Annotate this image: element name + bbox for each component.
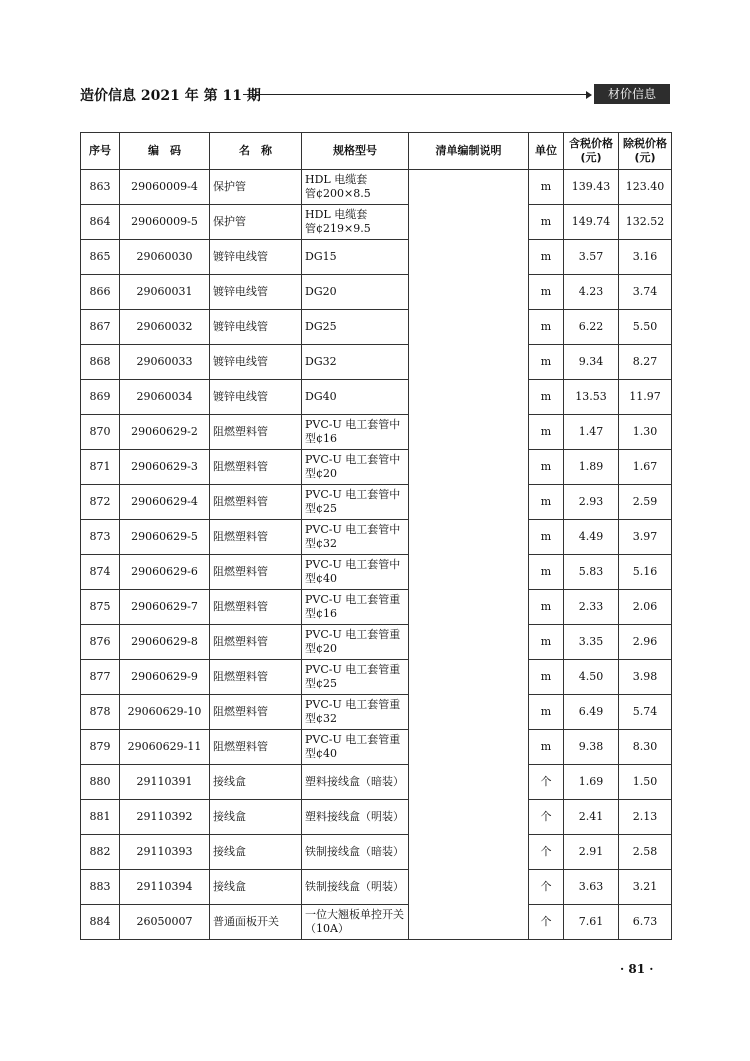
table-row xyxy=(81,625,672,660)
cell-code: 29060034 xyxy=(120,380,210,415)
cell-seq: 884 xyxy=(81,905,120,940)
publication-title: 造价信息 2021 年 第 11 期 xyxy=(80,88,261,104)
cell-seq: 880 xyxy=(81,765,120,800)
cell-unit: m xyxy=(529,170,564,205)
cell-name: 接线盒 xyxy=(210,835,302,870)
table-row xyxy=(81,450,672,485)
cell-name: 接线盒 xyxy=(210,870,302,905)
cell-spec: DG32 xyxy=(302,345,409,380)
table-row xyxy=(81,800,672,835)
cell-tax-incl: 5.83 xyxy=(564,555,619,590)
cell-tax-incl: 149.74 xyxy=(564,205,619,240)
cell-spec: PVC-U 电工套管重型¢32 xyxy=(302,695,409,730)
cell-tax-excl: 8.30 xyxy=(619,730,672,765)
table-row xyxy=(81,380,672,415)
table-row xyxy=(81,695,672,730)
cell-spec: PVC-U 电工套管重型¢20 xyxy=(302,625,409,660)
cell-code: 29060009-4 xyxy=(120,170,210,205)
cell-tax-excl: 1.50 xyxy=(619,765,672,800)
cell-unit: m xyxy=(529,625,564,660)
cell-seq: 879 xyxy=(81,730,120,765)
cell-spec: HDL 电缆套管¢219×9.5 xyxy=(302,205,409,240)
cell-seq: 871 xyxy=(81,450,120,485)
cell-spec: PVC-U 电工套管中型¢40 xyxy=(302,555,409,590)
cell-tax-incl: 3.57 xyxy=(564,240,619,275)
cell-unit: m xyxy=(529,555,564,590)
cell-spec: DG15 xyxy=(302,240,409,275)
cell-tax-incl: 4.50 xyxy=(564,660,619,695)
col-header-code: 编 码 xyxy=(120,133,210,170)
cell-tax-incl: 2.93 xyxy=(564,485,619,520)
cell-tax-incl: 2.33 xyxy=(564,590,619,625)
price-table xyxy=(80,132,672,940)
cell-code: 29060629-10 xyxy=(120,695,210,730)
cell-code: 29060031 xyxy=(120,275,210,310)
cell-seq: 882 xyxy=(81,835,120,870)
cell-code: 29060629-2 xyxy=(120,415,210,450)
cell-note xyxy=(409,170,529,940)
cell-unit: 个 xyxy=(529,765,564,800)
cell-name: 阻燃塑料管 xyxy=(210,625,302,660)
cell-unit: m xyxy=(529,590,564,625)
table-row xyxy=(81,660,672,695)
cell-code: 29060629-6 xyxy=(120,555,210,590)
cell-code: 29060629-3 xyxy=(120,450,210,485)
cell-name: 保护管 xyxy=(210,205,302,240)
cell-unit: m xyxy=(529,695,564,730)
cell-unit: 个 xyxy=(529,870,564,905)
cell-code: 29060629-7 xyxy=(120,590,210,625)
cell-unit: m xyxy=(529,310,564,345)
cell-seq: 867 xyxy=(81,310,120,345)
cell-seq: 864 xyxy=(81,205,120,240)
cell-seq: 877 xyxy=(81,660,120,695)
cell-name: 镀锌电线管 xyxy=(210,345,302,380)
cell-tax-incl: 13.53 xyxy=(564,380,619,415)
cell-name: 阻燃塑料管 xyxy=(210,660,302,695)
cell-tax-incl: 1.89 xyxy=(564,450,619,485)
cell-tax-excl: 3.74 xyxy=(619,275,672,310)
cell-seq: 878 xyxy=(81,695,120,730)
cell-tax-incl: 3.63 xyxy=(564,870,619,905)
table-row xyxy=(81,870,672,905)
cell-name: 镀锌电线管 xyxy=(210,380,302,415)
page-header xyxy=(80,84,670,106)
cell-code: 29060009-5 xyxy=(120,205,210,240)
header-rule xyxy=(243,94,588,95)
cell-spec: 塑料接线盒（明装） xyxy=(302,800,409,835)
col-header-spec: 规格型号 xyxy=(302,133,409,170)
cell-tax-excl: 3.97 xyxy=(619,520,672,555)
cell-spec: PVC-U 电工套管中型¢20 xyxy=(302,450,409,485)
table-row xyxy=(81,345,672,380)
cell-tax-excl: 8.27 xyxy=(619,345,672,380)
cell-tax-excl: 6.73 xyxy=(619,905,672,940)
cell-spec: 塑料接线盒（暗装） xyxy=(302,765,409,800)
cell-tax-excl: 123.40 xyxy=(619,170,672,205)
cell-name: 阻燃塑料管 xyxy=(210,590,302,625)
table-body xyxy=(81,170,672,940)
section-tag: 材价信息 xyxy=(594,84,670,104)
table-row xyxy=(81,590,672,625)
cell-seq: 863 xyxy=(81,170,120,205)
cell-tax-incl: 6.22 xyxy=(564,310,619,345)
cell-tax-excl: 5.16 xyxy=(619,555,672,590)
cell-tax-incl: 3.35 xyxy=(564,625,619,660)
cell-code: 26050007 xyxy=(120,905,210,940)
table-row xyxy=(81,415,672,450)
table-row xyxy=(81,905,672,940)
cell-seq: 868 xyxy=(81,345,120,380)
col-header-name: 名 称 xyxy=(210,133,302,170)
cell-unit: 个 xyxy=(529,835,564,870)
table-row xyxy=(81,170,672,205)
table-row xyxy=(81,310,672,345)
cell-code: 29060030 xyxy=(120,240,210,275)
cell-unit: m xyxy=(529,240,564,275)
cell-name: 阻燃塑料管 xyxy=(210,695,302,730)
cell-seq: 865 xyxy=(81,240,120,275)
col-header-tax-incl: 含税价格(元) xyxy=(564,133,619,170)
cell-unit: m xyxy=(529,380,564,415)
cell-unit: m xyxy=(529,415,564,450)
cell-tax-excl: 5.50 xyxy=(619,310,672,345)
cell-name: 镀锌电线管 xyxy=(210,240,302,275)
cell-tax-excl: 2.13 xyxy=(619,800,672,835)
cell-spec: 铁制接线盒（暗装） xyxy=(302,835,409,870)
cell-code: 29060629-4 xyxy=(120,485,210,520)
cell-name: 阻燃塑料管 xyxy=(210,730,302,765)
cell-code: 29060629-5 xyxy=(120,520,210,555)
cell-seq: 873 xyxy=(81,520,120,555)
cell-name: 保护管 xyxy=(210,170,302,205)
cell-name: 镀锌电线管 xyxy=(210,275,302,310)
cell-tax-excl: 11.97 xyxy=(619,380,672,415)
cell-spec: PVC-U 电工套管重型¢25 xyxy=(302,660,409,695)
cell-tax-incl: 7.61 xyxy=(564,905,619,940)
cell-seq: 883 xyxy=(81,870,120,905)
cell-unit: m xyxy=(529,450,564,485)
cell-tax-excl: 3.16 xyxy=(619,240,672,275)
table-row xyxy=(81,485,672,520)
cell-name: 阻燃塑料管 xyxy=(210,415,302,450)
cell-unit: 个 xyxy=(529,905,564,940)
cell-name: 接线盒 xyxy=(210,765,302,800)
cell-seq: 866 xyxy=(81,275,120,310)
cell-spec: DG20 xyxy=(302,275,409,310)
cell-tax-incl: 1.69 xyxy=(564,765,619,800)
cell-seq: 872 xyxy=(81,485,120,520)
cell-tax-incl: 2.91 xyxy=(564,835,619,870)
cell-spec: PVC-U 电工套管重型¢16 xyxy=(302,590,409,625)
cell-unit: m xyxy=(529,660,564,695)
cell-code: 29060629-9 xyxy=(120,660,210,695)
table-row xyxy=(81,730,672,765)
cell-name: 阻燃塑料管 xyxy=(210,485,302,520)
cell-tax-excl: 1.67 xyxy=(619,450,672,485)
cell-code: 29110394 xyxy=(120,870,210,905)
cell-name: 镀锌电线管 xyxy=(210,310,302,345)
col-header-seq: 序号 xyxy=(81,133,120,170)
col-header-unit: 单位 xyxy=(529,133,564,170)
page-number: · 81 · xyxy=(620,962,654,976)
cell-code: 29110392 xyxy=(120,800,210,835)
table-row xyxy=(81,205,672,240)
cell-tax-incl: 4.49 xyxy=(564,520,619,555)
cell-code: 29060032 xyxy=(120,310,210,345)
cell-unit: 个 xyxy=(529,800,564,835)
cell-code: 29110391 xyxy=(120,765,210,800)
cell-tax-excl: 2.59 xyxy=(619,485,672,520)
cell-spec: PVC-U 电工套管中型¢25 xyxy=(302,485,409,520)
table-row xyxy=(81,765,672,800)
cell-tax-excl: 1.30 xyxy=(619,415,672,450)
col-header-tax-excl: 除税价格(元) xyxy=(619,133,672,170)
table-row xyxy=(81,240,672,275)
cell-spec: PVC-U 电工套管中型¢32 xyxy=(302,520,409,555)
cell-spec: HDL 电缆套管¢200×8.5 xyxy=(302,170,409,205)
table-row xyxy=(81,520,672,555)
cell-name: 普通面板开关 xyxy=(210,905,302,940)
cell-code: 29110393 xyxy=(120,835,210,870)
cell-unit: m xyxy=(529,205,564,240)
cell-tax-incl: 9.34 xyxy=(564,345,619,380)
cell-spec: 铁制接线盒（明装） xyxy=(302,870,409,905)
cell-spec: PVC-U 电工套管中型¢16 xyxy=(302,415,409,450)
cell-code: 29060033 xyxy=(120,345,210,380)
cell-tax-incl: 6.49 xyxy=(564,695,619,730)
cell-spec: DG40 xyxy=(302,380,409,415)
cell-tax-incl: 9.38 xyxy=(564,730,619,765)
table-row xyxy=(81,275,672,310)
cell-tax-incl: 4.23 xyxy=(564,275,619,310)
cell-tax-excl: 2.58 xyxy=(619,835,672,870)
cell-spec: PVC-U 电工套管重型¢40 xyxy=(302,730,409,765)
cell-spec: 一位大翘板单控开关（10A） xyxy=(302,905,409,940)
table-row xyxy=(81,555,672,590)
cell-unit: m xyxy=(529,485,564,520)
cell-tax-excl: 2.96 xyxy=(619,625,672,660)
cell-unit: m xyxy=(529,345,564,380)
cell-tax-excl: 5.74 xyxy=(619,695,672,730)
col-header-note: 清单编制说明 xyxy=(409,133,529,170)
cell-code: 29060629-8 xyxy=(120,625,210,660)
cell-tax-excl: 3.98 xyxy=(619,660,672,695)
cell-seq: 874 xyxy=(81,555,120,590)
cell-seq: 875 xyxy=(81,590,120,625)
cell-tax-excl: 3.21 xyxy=(619,870,672,905)
cell-tax-incl: 2.41 xyxy=(564,800,619,835)
cell-tax-incl: 1.47 xyxy=(564,415,619,450)
cell-unit: m xyxy=(529,275,564,310)
cell-name: 阻燃塑料管 xyxy=(210,555,302,590)
cell-spec: DG25 xyxy=(302,310,409,345)
cell-tax-excl: 2.06 xyxy=(619,590,672,625)
cell-tax-excl: 132.52 xyxy=(619,205,672,240)
cell-name: 阻燃塑料管 xyxy=(210,520,302,555)
cell-unit: m xyxy=(529,730,564,765)
cell-seq: 881 xyxy=(81,800,120,835)
cell-name: 接线盒 xyxy=(210,800,302,835)
table-row xyxy=(81,835,672,870)
cell-seq: 870 xyxy=(81,415,120,450)
cell-tax-incl: 139.43 xyxy=(564,170,619,205)
cell-seq: 876 xyxy=(81,625,120,660)
cell-code: 29060629-11 xyxy=(120,730,210,765)
cell-seq: 869 xyxy=(81,380,120,415)
cell-name: 阻燃塑料管 xyxy=(210,450,302,485)
table-header-row xyxy=(81,133,672,170)
cell-unit: m xyxy=(529,520,564,555)
